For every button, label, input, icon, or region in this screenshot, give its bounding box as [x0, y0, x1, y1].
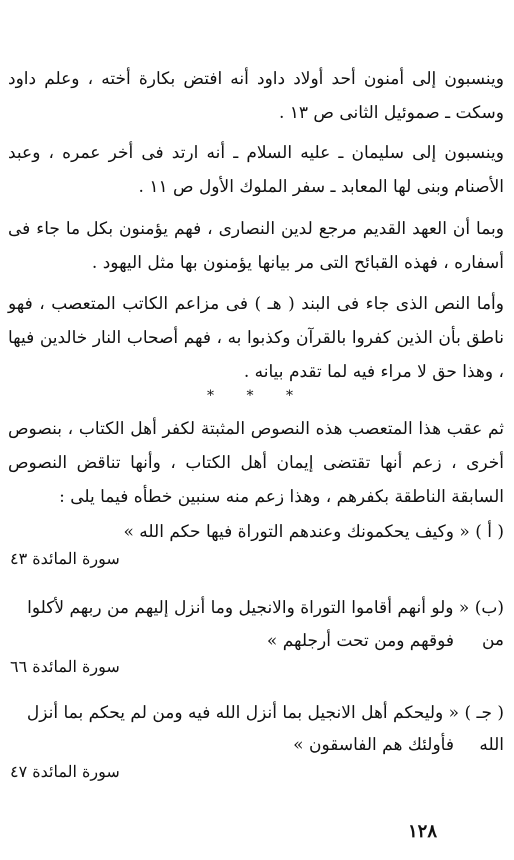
section-separator: * * *: [207, 388, 307, 404]
quote-text: « وليحكم أهل الانجيل بما أنزل الله فيه ومن لم يحكم بما أنزل الله: [26, 703, 504, 755]
quote-label: ( أ ): [475, 522, 504, 542]
paragraph-amnon: وينسبون إلى أمنون أحد أولاد داود أنه افتض بكارة أخته ، وعلم داود وسكت ـ صموئيل الثانى ص ١٣ .: [8, 69, 504, 123]
quote-reference: سورة المائدة ٤٣: [10, 549, 120, 568]
quote-label: (ب): [474, 598, 504, 618]
quote-reference: سورة المائدة ٤٧: [10, 762, 120, 781]
quote-a: [8, 516, 504, 548]
quote-text: « وكيف يحكمونك وعندهم التوراة فيها حكم الله »: [123, 522, 470, 542]
quote-text: « ولو أنهم أقاموا التوراة والانجيل وما أنزل إليهم من ربهم لأكلوا من: [27, 598, 504, 650]
quote-label: ( جـ ): [464, 703, 504, 723]
paragraph-other-texts: ثم عقب هذا المتعصب هذه النصوص المثبتة لكفر أهل الكتاب ، بنصوص أخرى ، زعم أنها تقتضى إيمان أهل الكتاب ، وأنها تناقض النصوص السابقة الناطقة بكفرهم ، وهذا زعم منه سنبين خطأه فيما يلى :: [8, 419, 504, 507]
page-number: ١٢٨: [408, 821, 438, 842]
quote-continuation: فوقهم ومن تحت أرجلهم »: [266, 631, 454, 651]
paragraph-old-testament: وبما أن العهد القديم مرجع لدين النصارى ، فهم يؤمنون بكل ما جاء فى أسفاره ، فهذه القبائح التى مر بيانها يؤمنون بها مثل اليهود .: [8, 219, 504, 273]
paragraph-text-h: وأما النص الذى جاء فى البند ( هـ ) فى مزاعم الكاتب المتعصب ، فهو ناطق بأن الذين كفروا بالقرآن وكذبوا به ، فهم أصحاب النار خالدين فيها ، وهذا حق لا مراء فيه لما تقدم بيانه .: [8, 294, 504, 382]
quote-continuation: فأولئك هم الفاسقون »: [293, 735, 454, 755]
quote-reference: سورة المائدة ٦٦: [10, 657, 120, 676]
paragraph-solomon: وينسبون إلى سليمان ـ عليه السلام ـ أنه ارتد فى أخر عمره ، وعبد الأصنام وبنى لها المعابد ـ سفر الملوك الأول ص ١١ .: [8, 143, 504, 197]
